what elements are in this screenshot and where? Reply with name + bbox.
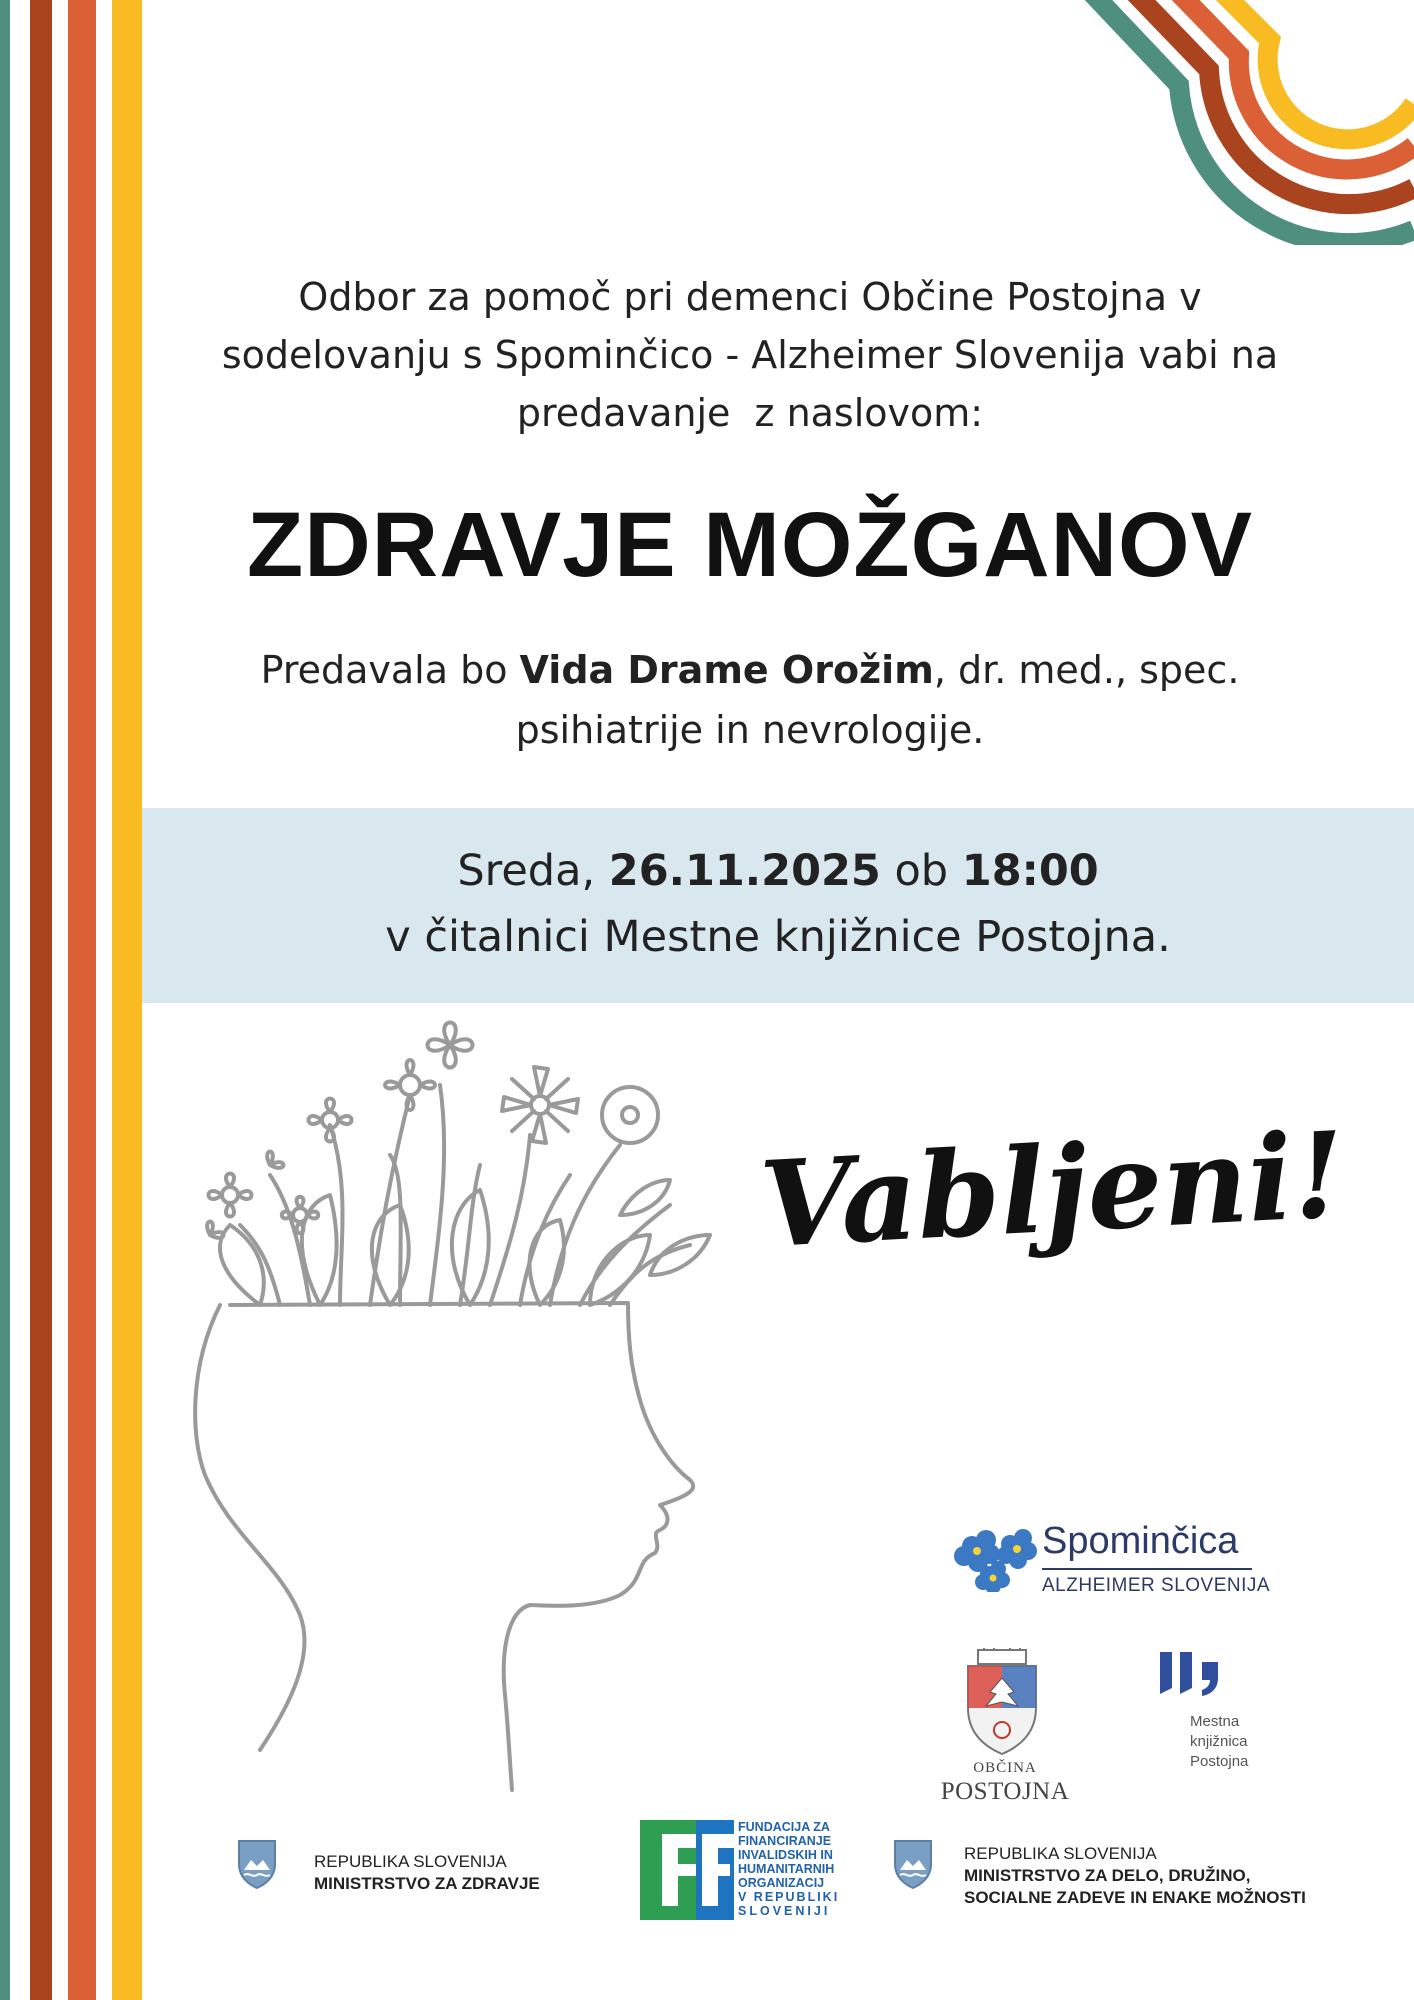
event-day: Sreda, bbox=[457, 846, 609, 896]
intro-line-2: sodelovanju s Spominčico - Alzheimer Slovenija vabi na bbox=[221, 333, 1279, 377]
spomincica-subtitle: ALZHEIMER SLOVENIJA bbox=[1042, 1575, 1271, 1596]
fund-line-5: ORGANIZACIJ bbox=[738, 1876, 825, 1890]
stripe-yellow bbox=[112, 0, 142, 2000]
lecturer-prefix: Predavala bo bbox=[260, 648, 520, 692]
obcina-postojna-logo bbox=[940, 1648, 1070, 1808]
coat-of-arms-icon bbox=[964, 1648, 1040, 1758]
ministrstvo-delo-logo bbox=[892, 1838, 1332, 1918]
mz-line-2: MINISTRSTVO ZA ZDRAVJE bbox=[314, 1874, 540, 1893]
event-connector: ob bbox=[880, 846, 962, 896]
mestna-knjiznica-logo bbox=[1158, 1648, 1258, 1778]
knjiznica-line-1: Mestna bbox=[1190, 1713, 1240, 1730]
lecturer-name: Vida Drame Orožim bbox=[519, 648, 934, 692]
stripe-teal bbox=[0, 0, 10, 2000]
spomincica-logo bbox=[948, 1520, 1271, 1596]
fundacija-logo bbox=[640, 1820, 860, 1924]
event-datetime bbox=[142, 838, 1414, 904]
lecturer-info bbox=[160, 640, 1340, 760]
stripe-rust bbox=[30, 0, 52, 2000]
intro-line-3: predavanje z naslovom: bbox=[516, 391, 984, 435]
md-line-2: MINISTRSTVO ZA DELO, DRUŽINO, bbox=[964, 1866, 1251, 1885]
md-line-1: REPUBLIKA SLOVENIJA bbox=[964, 1844, 1157, 1863]
md-line-3: SOCIALNE ZADEVE IN ENAKE MOŽNOSTI bbox=[964, 1888, 1306, 1907]
slovenia-crest-icon bbox=[892, 1838, 934, 1890]
fund-line-4: HUMANITARNIH bbox=[738, 1862, 835, 1876]
forget-me-not-icon bbox=[948, 1522, 1044, 1592]
head-with-flowers-icon bbox=[150, 1005, 770, 1805]
obcina-line-2: POSTOJNA bbox=[940, 1778, 1070, 1805]
fundacija-text bbox=[738, 1820, 839, 1918]
fund-line-7: SLOVENIJI bbox=[738, 1904, 831, 1918]
spomincica-name: Spominčica bbox=[1042, 1520, 1239, 1562]
event-date: 26.11.2025 bbox=[608, 846, 881, 896]
event-place: v čitalnici Mestne knjižnice Postojna. bbox=[385, 912, 1171, 962]
obcina-line-1: OBČINA bbox=[973, 1760, 1037, 1776]
ministrstvo-zdravje-logo bbox=[236, 1838, 576, 1898]
slovenia-crest-icon bbox=[236, 1838, 278, 1890]
spomincica-divider bbox=[1042, 1568, 1252, 1570]
knjiznica-line-3: Postojna bbox=[1190, 1753, 1249, 1770]
page-title: ZDRAVJE MOŽGANOV bbox=[247, 494, 1253, 596]
fund-line-3: INVALIDSKIH IN bbox=[738, 1848, 833, 1862]
fund-line-1: FUNDACIJA ZA bbox=[738, 1820, 830, 1834]
greeting-vabljeni: Vabljeni! bbox=[756, 1104, 1348, 1275]
knjiznica-line-2: knjižnica bbox=[1190, 1733, 1248, 1750]
mz-line-1: REPUBLIKA SLOVENIJA bbox=[314, 1852, 507, 1871]
library-quote-icon bbox=[1158, 1648, 1222, 1698]
stripe-orange bbox=[68, 0, 96, 2000]
intro-line-1: Odbor za pomoč pri demenci Občine Postojna v bbox=[298, 275, 1202, 319]
event-details bbox=[142, 838, 1414, 970]
lecturer-line-2: psihiatrije in nevrologije. bbox=[515, 708, 985, 752]
fund-line-6: V REPUBLIKI bbox=[738, 1890, 840, 1904]
lecturer-line-1 bbox=[160, 640, 1340, 700]
lecturer-suffix: , dr. med., spec. bbox=[933, 648, 1240, 692]
ff-logo-icon bbox=[640, 1820, 734, 1920]
intro-text bbox=[160, 268, 1340, 442]
corner-arcs-decoration bbox=[1084, 0, 1414, 245]
event-time: 18:00 bbox=[961, 846, 1099, 896]
fund-line-2: FINANCIRANJE bbox=[738, 1834, 832, 1848]
